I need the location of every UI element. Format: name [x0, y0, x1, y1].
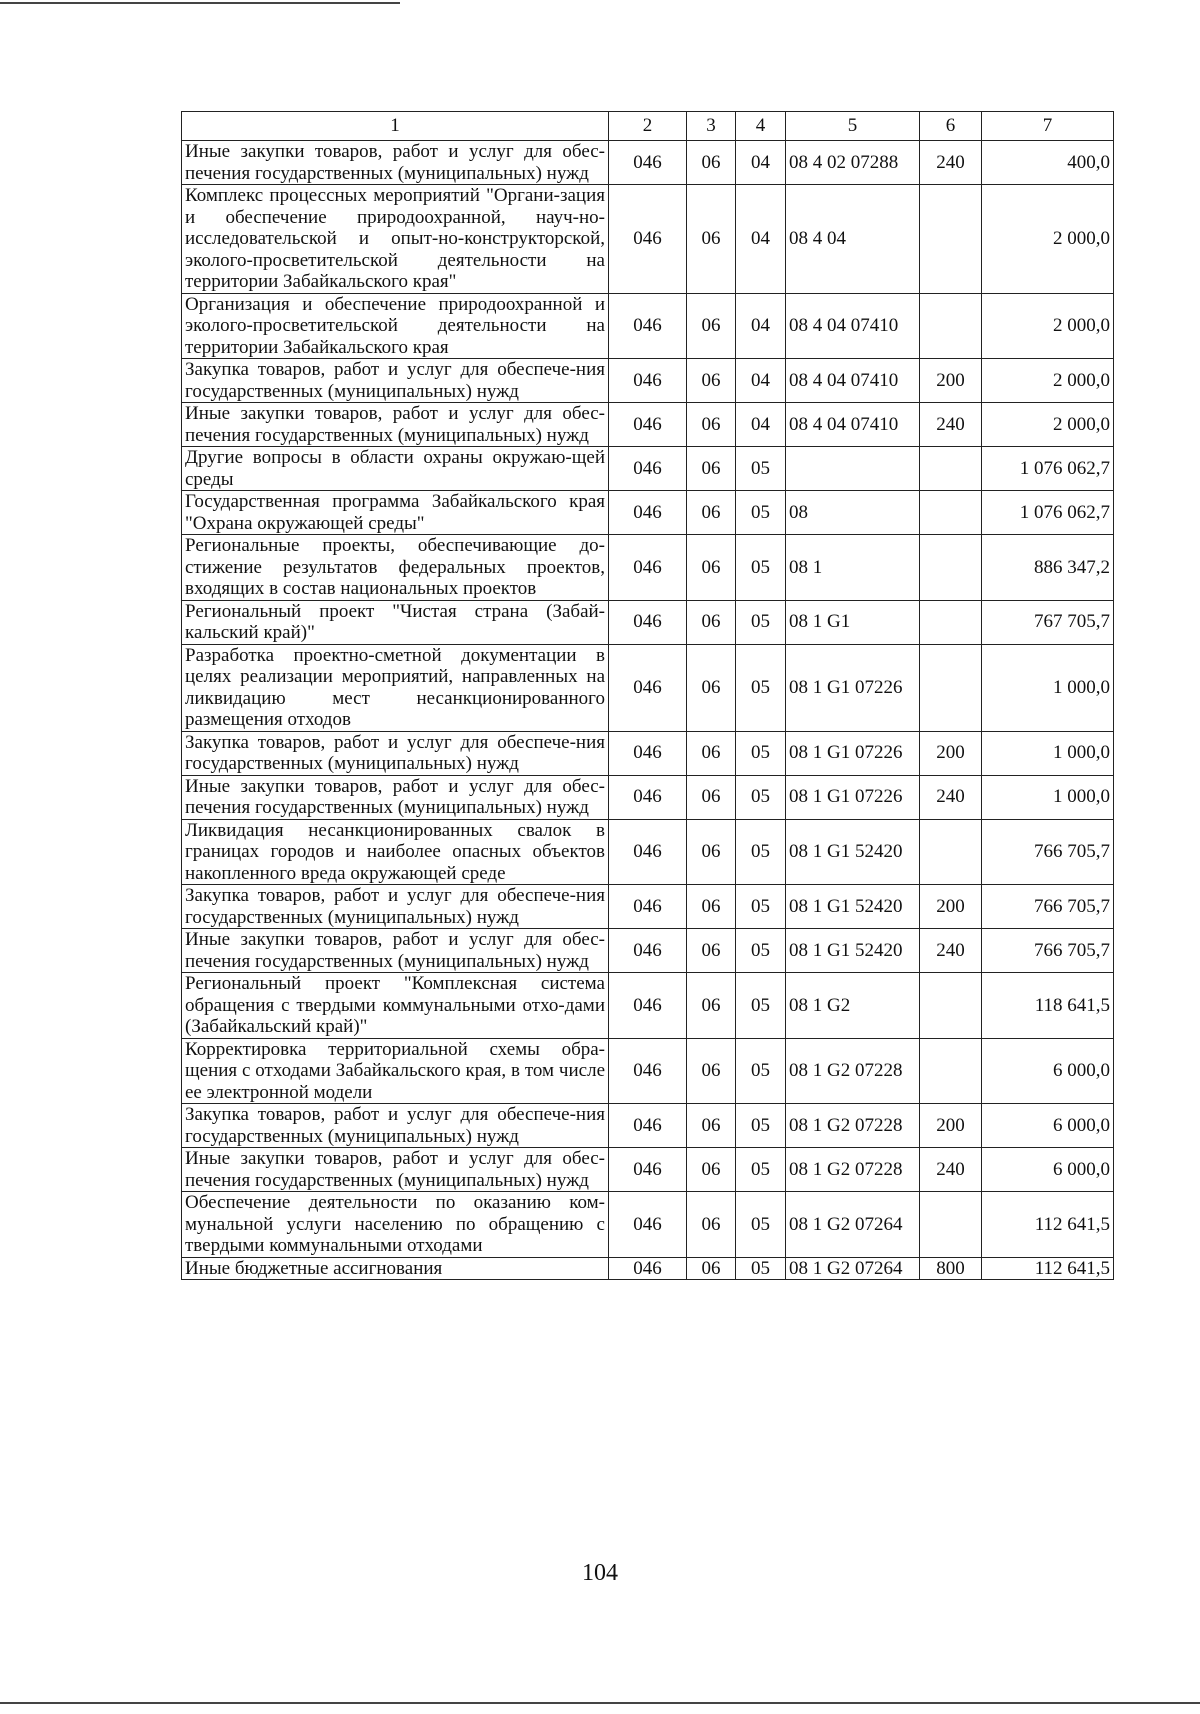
cell-target-item: 08 1 G1 52420 [786, 885, 920, 929]
cell-expense-type [920, 644, 982, 731]
cell-description: Закупка товаров, работ и услуг для обеспече-ния государственных (муниципальных) нужд [182, 885, 609, 929]
cell-subsection: 04 [736, 185, 786, 294]
cell-section: 06 [687, 1192, 736, 1258]
cell-expense-type [920, 293, 982, 359]
cell-expense-type [920, 535, 982, 601]
table-row [182, 1104, 1114, 1148]
table-row [182, 447, 1114, 491]
cell-description: Государственная программа Забайкальского края "Охрана окружающей среды" [182, 491, 609, 535]
table-row [182, 600, 1114, 644]
cell-section: 06 [687, 141, 736, 185]
cell-description: Обеспечение деятельности по оказанию ком-мунальной услуги населению по обращению с твердыми коммунальными отходами [182, 1192, 609, 1258]
cell-admin-code: 046 [609, 1104, 687, 1148]
cell-target-item: 08 1 G1 [786, 600, 920, 644]
table-row [182, 491, 1114, 535]
cell-amount: 112 641,5 [982, 1192, 1114, 1258]
cell-section: 06 [687, 775, 736, 819]
cell-description: Другие вопросы в области охраны окружаю-щей среды [182, 447, 609, 491]
cell-admin-code: 046 [609, 1148, 687, 1192]
cell-section: 06 [687, 403, 736, 447]
cell-description: Закупка товаров, работ и услуг для обеспече-ния государственных (муниципальных) нужд [182, 359, 609, 403]
scan-edge-line-bottom [0, 1702, 1200, 1704]
cell-expense-type: 200 [920, 885, 982, 929]
cell-description: Региональный проект "Комплексная система обращения с твердыми коммунальными отхо-дами (Забайкальский край)" [182, 973, 609, 1039]
cell-expense-type [920, 1192, 982, 1258]
cell-subsection: 05 [736, 644, 786, 731]
cell-expense-type [920, 491, 982, 535]
cell-subsection: 05 [736, 775, 786, 819]
cell-target-item: 08 1 G1 07226 [786, 775, 920, 819]
cell-amount: 2 000,0 [982, 293, 1114, 359]
cell-expense-type [920, 600, 982, 644]
cell-target-item: 08 1 G1 07226 [786, 731, 920, 775]
cell-target-item [786, 447, 920, 491]
cell-section: 06 [687, 447, 736, 491]
header-col-3: 3 [687, 112, 736, 141]
cell-amount: 118 641,5 [982, 973, 1114, 1039]
cell-admin-code: 046 [609, 447, 687, 491]
header-col-7: 7 [982, 112, 1114, 141]
cell-description: Региональный проект "Чистая страна (Забай-кальский край)" [182, 600, 609, 644]
cell-amount: 766 705,7 [982, 929, 1114, 973]
header-col-6: 6 [920, 112, 982, 141]
cell-description: Иные закупки товаров, работ и услуг для обес-печения государственных (муниципальных) нужд [182, 775, 609, 819]
cell-description: Комплекс процессных мероприятий "Органи-зация и обеспечение природоохранной, науч-но-исследовательской и опыт-но-конструкторской, эколого-просветительской деятельности на территории Забайкальского края" [182, 185, 609, 294]
table-row [182, 731, 1114, 775]
cell-admin-code: 046 [609, 1257, 687, 1280]
cell-amount: 2 000,0 [982, 185, 1114, 294]
cell-subsection: 05 [736, 491, 786, 535]
cell-amount: 1 076 062,7 [982, 447, 1114, 491]
cell-description: Закупка товаров, работ и услуг для обеспече-ния государственных (муниципальных) нужд [182, 731, 609, 775]
cell-section: 06 [687, 644, 736, 731]
cell-section: 06 [687, 929, 736, 973]
cell-target-item: 08 4 04 07410 [786, 359, 920, 403]
cell-admin-code: 046 [609, 973, 687, 1039]
cell-expense-type [920, 973, 982, 1039]
cell-section: 06 [687, 1148, 736, 1192]
header-col-2: 2 [609, 112, 687, 141]
cell-section: 06 [687, 293, 736, 359]
cell-admin-code: 046 [609, 293, 687, 359]
table-row [182, 929, 1114, 973]
table-row [182, 141, 1114, 185]
cell-admin-code: 046 [609, 1192, 687, 1258]
cell-amount: 1 000,0 [982, 731, 1114, 775]
cell-amount: 112 641,5 [982, 1257, 1114, 1280]
cell-admin-code: 046 [609, 403, 687, 447]
cell-amount: 767 705,7 [982, 600, 1114, 644]
cell-section: 06 [687, 600, 736, 644]
cell-target-item: 08 4 04 07410 [786, 293, 920, 359]
cell-subsection: 04 [736, 293, 786, 359]
cell-expense-type [920, 447, 982, 491]
table-row [182, 185, 1114, 294]
cell-target-item: 08 1 G2 07264 [786, 1192, 920, 1258]
cell-section: 06 [687, 535, 736, 601]
cell-description: Разработка проектно-сметной документации в целях реализации мероприятий, направленных на ликвидацию мест несанкционированного размещения отходов [182, 644, 609, 731]
cell-target-item: 08 1 G2 [786, 973, 920, 1039]
cell-subsection: 05 [736, 885, 786, 929]
cell-amount: 766 705,7 [982, 885, 1114, 929]
cell-target-item: 08 1 G2 07228 [786, 1104, 920, 1148]
cell-section: 06 [687, 185, 736, 294]
cell-admin-code: 046 [609, 775, 687, 819]
cell-target-item: 08 1 [786, 535, 920, 601]
cell-section: 06 [687, 973, 736, 1039]
cell-expense-type: 240 [920, 929, 982, 973]
cell-subsection: 05 [736, 973, 786, 1039]
cell-amount: 1 000,0 [982, 775, 1114, 819]
cell-amount: 2 000,0 [982, 403, 1114, 447]
cell-subsection: 04 [736, 403, 786, 447]
table-row [182, 403, 1114, 447]
cell-subsection: 05 [736, 929, 786, 973]
cell-subsection: 05 [736, 600, 786, 644]
table-row [182, 1257, 1114, 1280]
cell-admin-code: 046 [609, 1038, 687, 1104]
cell-target-item: 08 4 02 07288 [786, 141, 920, 185]
cell-admin-code: 046 [609, 819, 687, 885]
cell-admin-code: 046 [609, 644, 687, 731]
cell-expense-type: 240 [920, 775, 982, 819]
cell-expense-type: 240 [920, 403, 982, 447]
header-col-5: 5 [786, 112, 920, 141]
cell-expense-type: 200 [920, 1104, 982, 1148]
page-number: 104 [582, 1560, 618, 1586]
table-row [182, 644, 1114, 731]
header-col-4: 4 [736, 112, 786, 141]
cell-target-item: 08 1 G2 07264 [786, 1257, 920, 1280]
cell-section: 06 [687, 1257, 736, 1280]
cell-section: 06 [687, 491, 736, 535]
cell-description: Закупка товаров, работ и услуг для обеспече-ния государственных (муниципальных) нужд [182, 1104, 609, 1148]
table-row [182, 819, 1114, 885]
table-row [182, 535, 1114, 601]
cell-admin-code: 046 [609, 141, 687, 185]
cell-subsection: 04 [736, 141, 786, 185]
cell-description: Иные закупки товаров, работ и услуг для обес-печения государственных (муниципальных) нужд [182, 403, 609, 447]
cell-section: 06 [687, 359, 736, 403]
cell-target-item: 08 4 04 07410 [786, 403, 920, 447]
cell-subsection: 05 [736, 819, 786, 885]
budget-table [181, 111, 1114, 1280]
cell-target-item: 08 1 G2 07228 [786, 1148, 920, 1192]
cell-expense-type: 240 [920, 141, 982, 185]
cell-section: 06 [687, 731, 736, 775]
cell-description: Корректировка территориальной схемы обра-щения с отходами Забайкальского края, в том числе ее электронной модели [182, 1038, 609, 1104]
cell-target-item: 08 1 G1 52420 [786, 819, 920, 885]
cell-amount: 1 076 062,7 [982, 491, 1114, 535]
cell-subsection: 05 [736, 731, 786, 775]
table-row [182, 1192, 1114, 1258]
header-row [182, 112, 1114, 141]
cell-description: Иные бюджетные ассигнования [182, 1257, 609, 1280]
table-row [182, 1148, 1114, 1192]
cell-admin-code: 046 [609, 185, 687, 294]
table-row [182, 1038, 1114, 1104]
cell-expense-type: 200 [920, 359, 982, 403]
cell-target-item: 08 4 04 [786, 185, 920, 294]
cell-amount: 1 000,0 [982, 644, 1114, 731]
cell-admin-code: 046 [609, 359, 687, 403]
table-row [182, 885, 1114, 929]
cell-admin-code: 046 [609, 885, 687, 929]
cell-target-item: 08 1 G1 07226 [786, 644, 920, 731]
cell-amount: 6 000,0 [982, 1148, 1114, 1192]
scan-edge-line-top [0, 2, 400, 4]
cell-expense-type [920, 1038, 982, 1104]
cell-description: Иные закупки товаров, работ и услуг для обес-печения государственных (муниципальных) нужд [182, 141, 609, 185]
cell-expense-type: 800 [920, 1257, 982, 1280]
cell-description: Иные закупки товаров, работ и услуг для обес-печения государственных (муниципальных) нужд [182, 1148, 609, 1192]
cell-amount: 2 000,0 [982, 359, 1114, 403]
cell-amount: 400,0 [982, 141, 1114, 185]
cell-description: Региональные проекты, обеспечивающие до-стижение результатов федеральных проектов, входящих в состав национальных проектов [182, 535, 609, 601]
cell-subsection: 05 [736, 535, 786, 601]
cell-amount: 886 347,2 [982, 535, 1114, 601]
table-row [182, 293, 1114, 359]
cell-description: Ликвидация несанкционированных свалок в границах городов и наиболее опасных объектов накопленного вреда окружающей среде [182, 819, 609, 885]
cell-description: Иные закупки товаров, работ и услуг для обес-печения государственных (муниципальных) нужд [182, 929, 609, 973]
cell-target-item: 08 1 G1 52420 [786, 929, 920, 973]
cell-subsection: 05 [736, 447, 786, 491]
cell-amount: 6 000,0 [982, 1038, 1114, 1104]
cell-subsection: 05 [736, 1192, 786, 1258]
cell-expense-type: 240 [920, 1148, 982, 1192]
cell-subsection: 05 [736, 1104, 786, 1148]
cell-subsection: 05 [736, 1148, 786, 1192]
cell-amount: 6 000,0 [982, 1104, 1114, 1148]
table-row [182, 775, 1114, 819]
header-col-1: 1 [182, 112, 609, 141]
cell-target-item: 08 [786, 491, 920, 535]
cell-admin-code: 046 [609, 491, 687, 535]
cell-subsection: 04 [736, 359, 786, 403]
cell-expense-type [920, 819, 982, 885]
cell-admin-code: 046 [609, 731, 687, 775]
cell-expense-type [920, 185, 982, 294]
cell-admin-code: 046 [609, 600, 687, 644]
cell-section: 06 [687, 885, 736, 929]
cell-target-item: 08 1 G2 07228 [786, 1038, 920, 1104]
cell-section: 06 [687, 1038, 736, 1104]
cell-amount: 766 705,7 [982, 819, 1114, 885]
cell-admin-code: 046 [609, 929, 687, 973]
cell-section: 06 [687, 819, 736, 885]
cell-subsection: 05 [736, 1257, 786, 1280]
cell-expense-type: 200 [920, 731, 982, 775]
table-row [182, 973, 1114, 1039]
cell-section: 06 [687, 1104, 736, 1148]
cell-description: Организация и обеспечение природоохранной и эколого-просветительской деятельности на территории Забайкальского края [182, 293, 609, 359]
table-row [182, 359, 1114, 403]
cell-admin-code: 046 [609, 535, 687, 601]
cell-subsection: 05 [736, 1038, 786, 1104]
